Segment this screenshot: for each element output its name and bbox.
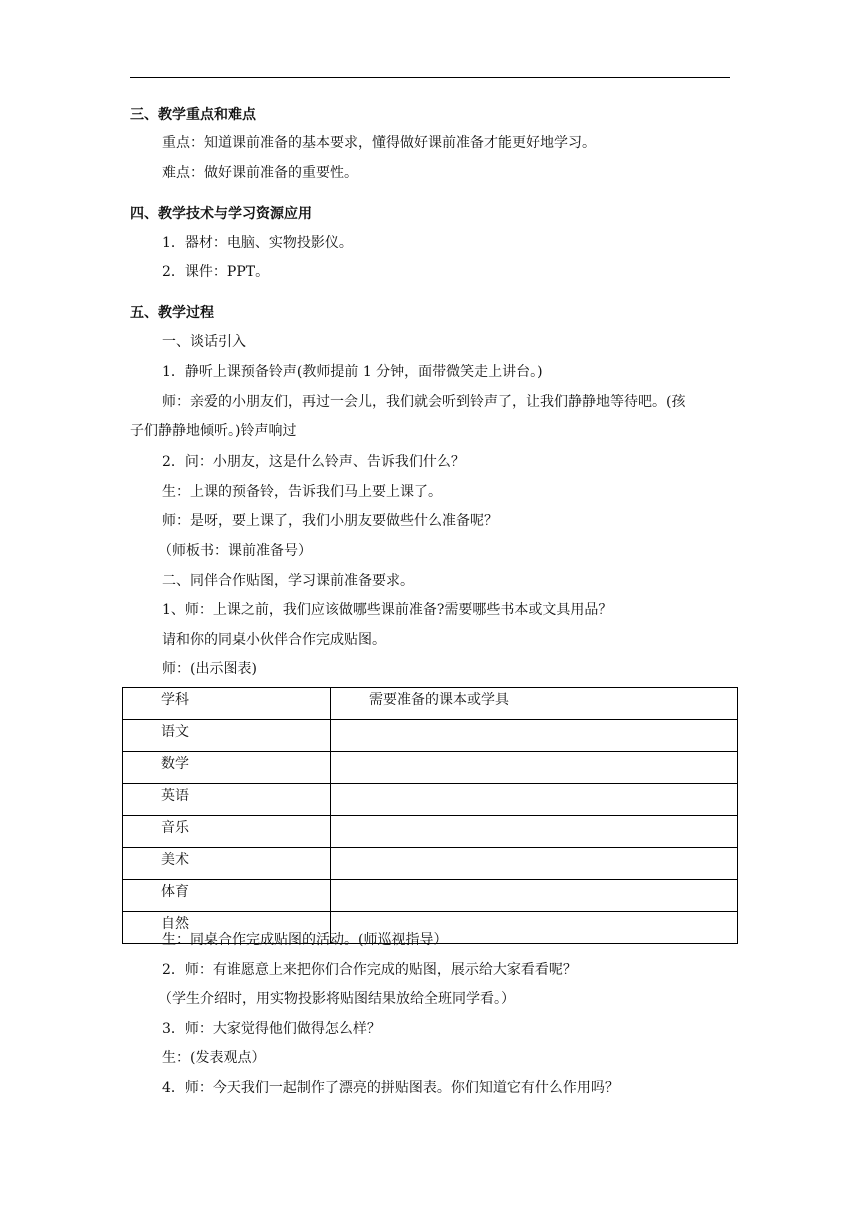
process-line: 4．师：今天我们一起制作了漂亮的拼贴图表。你们知道它有什么作用吗？ (162, 1080, 619, 1096)
section-4-heading: 四、教学技术与学习资源应用 (130, 206, 312, 222)
process-line: 2．师：有谁愿意上来把你们合作完成的贴图，展示给大家看看呢？ (162, 962, 577, 978)
process-line: （学生介绍时，用实物投影将贴图结果放给全班同学看。） (158, 991, 515, 1007)
subject-cell: 美术 (123, 848, 331, 880)
courseware-item: 2．课件：PPT。 (162, 264, 270, 280)
materials-cell (331, 720, 738, 752)
materials-cell (331, 848, 738, 880)
process-line: （师板书：课前准备号） (158, 543, 312, 559)
equipment-item: 1．器材：电脑、实物投影仪。 (162, 235, 353, 251)
table-row (123, 720, 738, 752)
process-line: 1．静听上课预备铃声(教师提前 1 分钟，面带微笑走上讲台。) (162, 364, 543, 380)
key-point-text: 重点：知道课前准备的基本要求，懂得做好课前准备才能更好地学习。 (162, 135, 596, 151)
process-line: 师：亲爱的小朋友们，再过一会儿，我们就会听到铃声了，让我们静静地等待吧。(孩 (162, 394, 686, 410)
table-header-row (123, 688, 738, 720)
process-line: 2．问：小朋友，这是什么铃声、告诉我们什么？ (162, 454, 465, 470)
process-line: 生：同桌合作完成贴图的活动。(师巡视指导） (162, 932, 448, 948)
table-row (123, 880, 738, 912)
process-line: 请和你的同桌小伙伴合作完成贴图。 (162, 632, 386, 648)
subject-cell: 数学 (123, 752, 331, 784)
part-2-title: 二、同伴合作贴图，学习课前准备要求。 (162, 573, 414, 589)
table-header-cell: 需要准备的课本或学具 (331, 688, 738, 720)
section-3-heading: 三、教学重点和难点 (130, 107, 256, 123)
process-line: 师：是呀，要上课了，我们小朋友要做些什么准备呢？ (162, 513, 498, 529)
subject-cell: 自然 (123, 912, 331, 944)
table-header-cell: 学科 (123, 688, 331, 720)
part-1-title: 一、谈话引入 (162, 334, 246, 350)
process-line: 生：(发表观点） (162, 1050, 266, 1066)
subject-cell: 音乐 (123, 816, 331, 848)
materials-cell (331, 784, 738, 816)
header-rule (130, 77, 730, 78)
subject-table (122, 687, 738, 944)
process-line: 子们静静地倾听。)铃声响过 (130, 423, 297, 439)
process-line: 生：上课的预备铃，告诉我们马上要上课了。 (162, 484, 442, 500)
process-line: 师：(出示图表) (162, 661, 257, 677)
materials-cell (331, 752, 738, 784)
materials-cell (331, 816, 738, 848)
table-row (123, 752, 738, 784)
subject-cell: 英语 (123, 784, 331, 816)
difficulty-text: 难点：做好课前准备的重要性。 (162, 165, 358, 181)
materials-cell (331, 880, 738, 912)
table-row (123, 784, 738, 816)
section-5-heading: 五、教学过程 (130, 305, 214, 321)
process-line: 3．师：大家觉得他们做得怎么样？ (162, 1021, 381, 1037)
process-line: 1、师：上课之前，我们应该做哪些课前准备?需要哪些书本或文具用品？ (162, 602, 613, 618)
subject-cell: 体育 (123, 880, 331, 912)
table-row (123, 816, 738, 848)
subject-cell: 语文 (123, 720, 331, 752)
table-row (123, 848, 738, 880)
